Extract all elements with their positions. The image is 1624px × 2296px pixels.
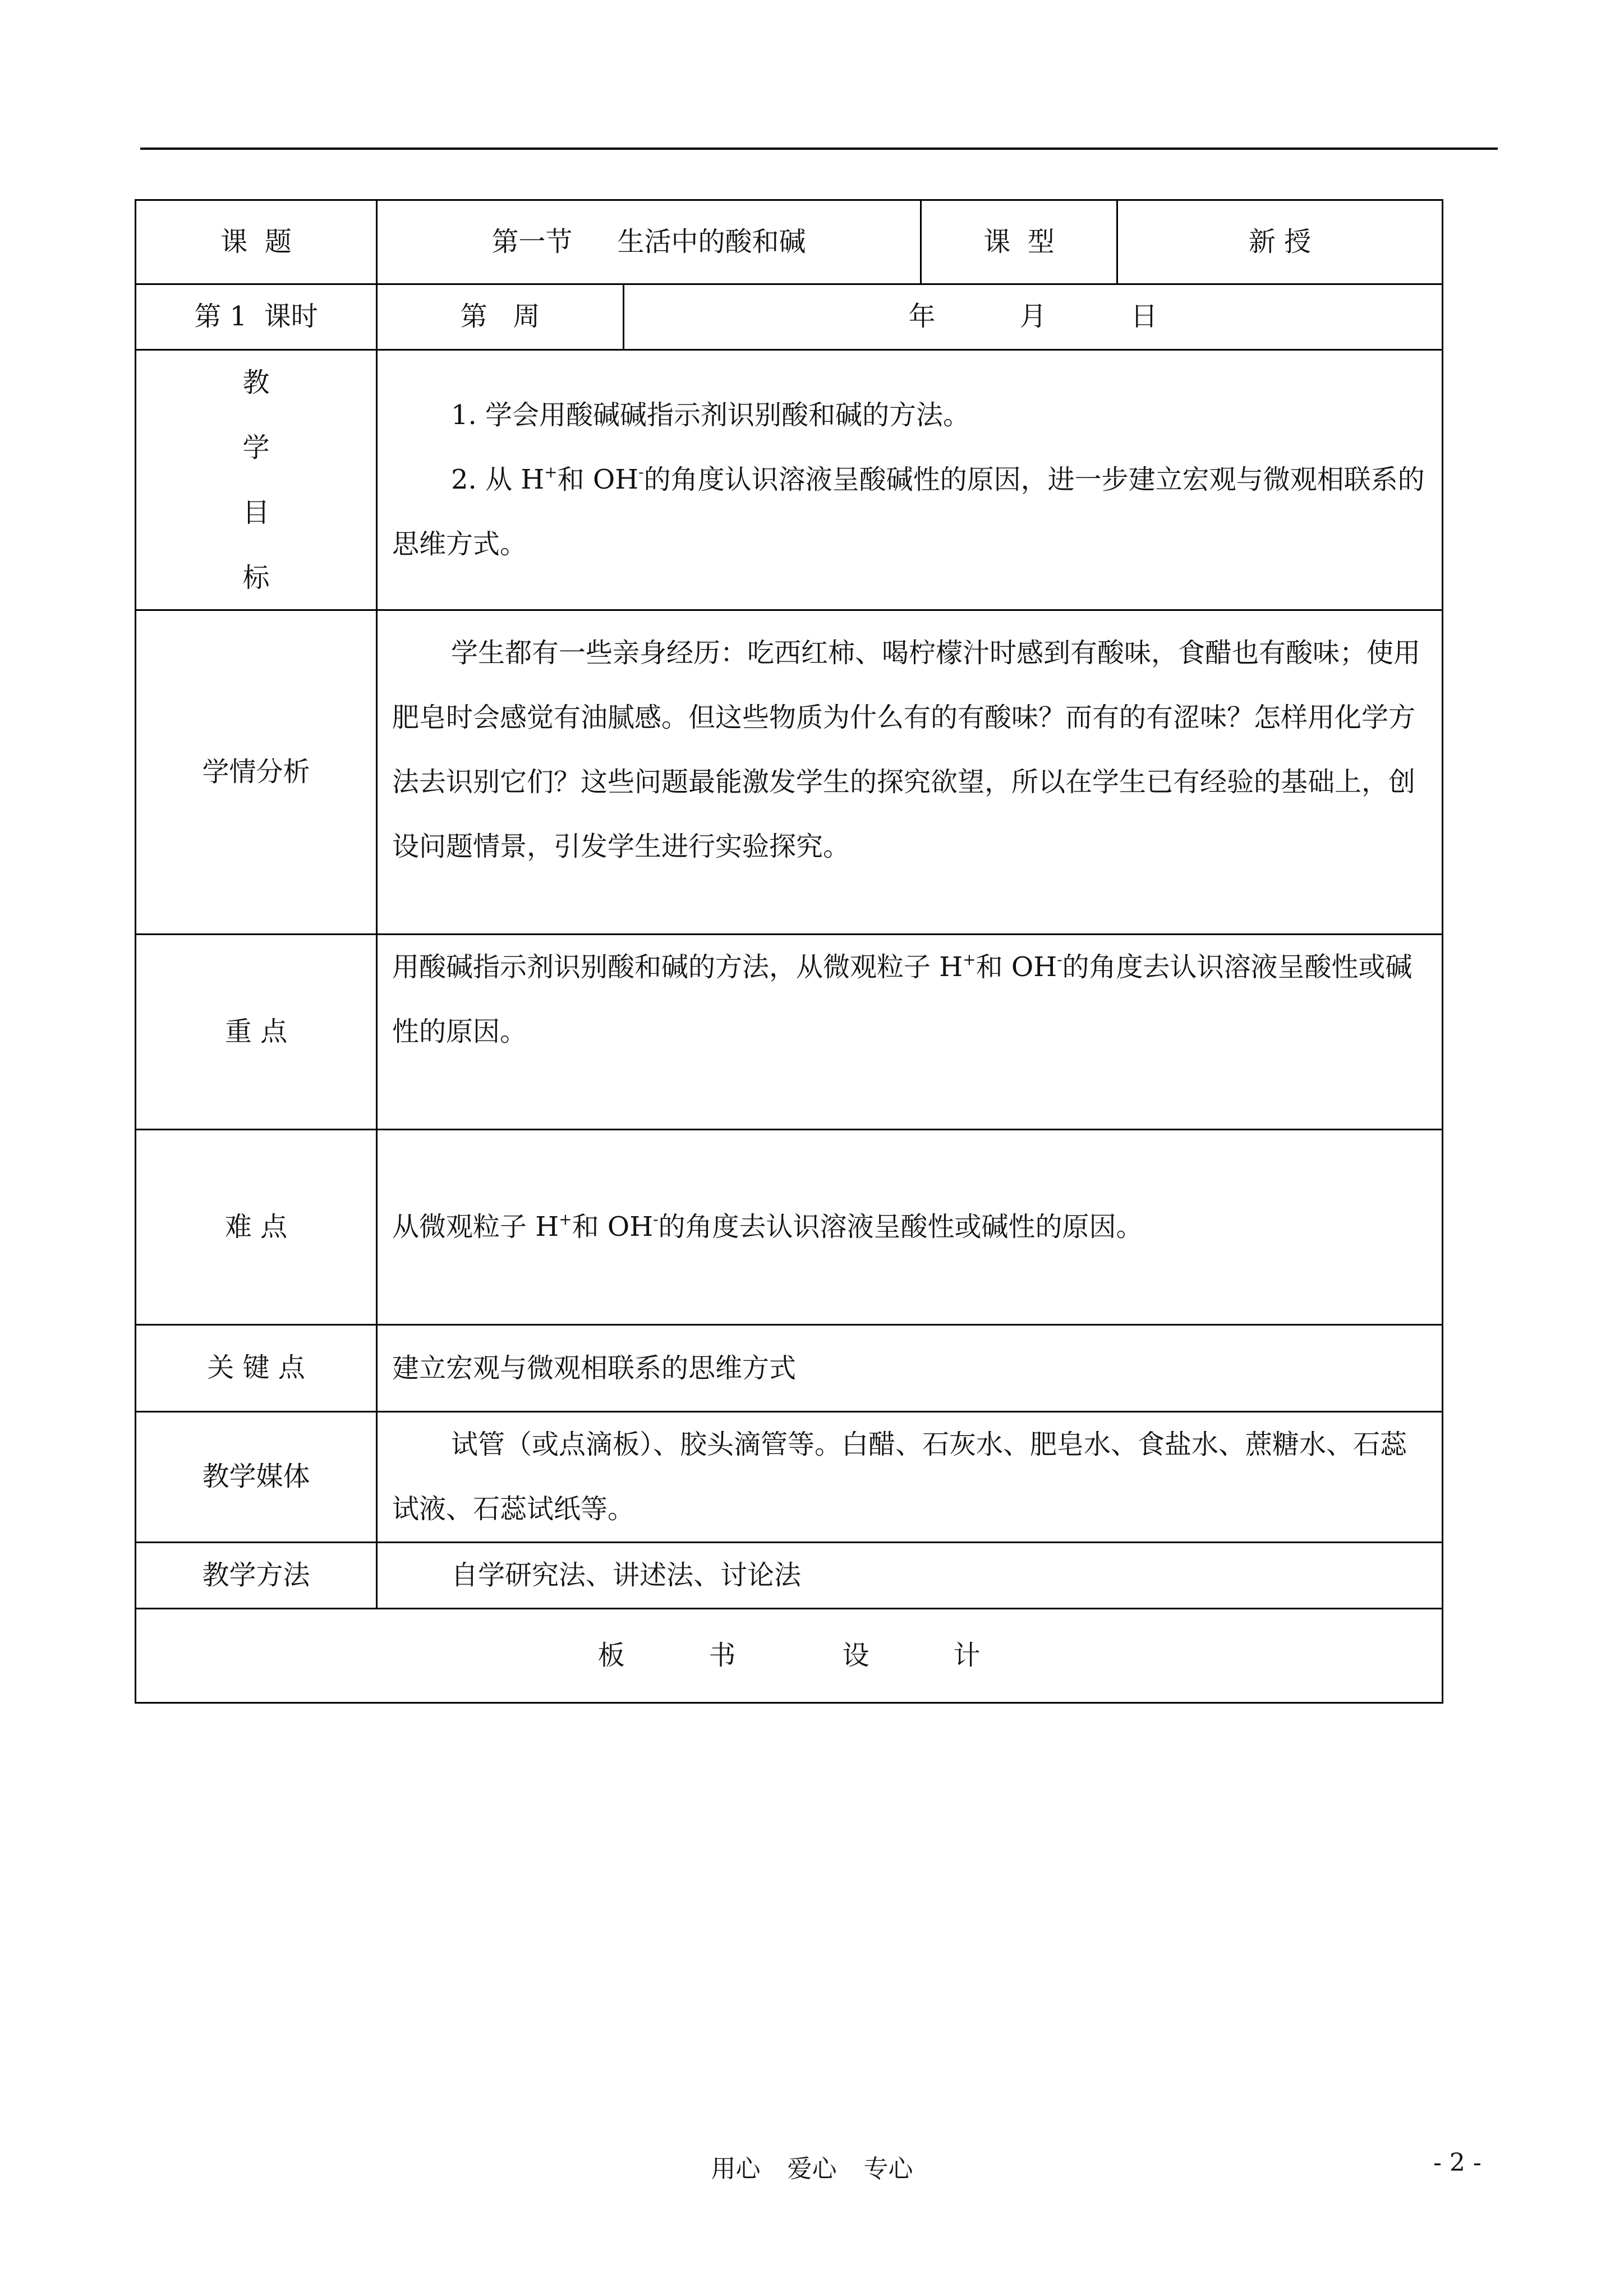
analysis-text: 学生都有一些亲身经历：吃西红柿、喝柠檬汁时感到有酸味，食醋也有酸味；使用肥皂时会感觉有油腻感。但这些物质为什么有的有酸味？而有的有涩味？怎样用化学方法去识别它们？这些问题最能激发学生的探究欲望，所以在学生已有经验的基础上，创设问题情景，引发学生进行实验探究。: [392, 637, 1421, 862]
key-point-text: 用酸碱指示剂识别酸和碱的方法，从微观粒子 H+和 OH-的角度去认识溶液呈酸性或碱性的原因。: [392, 950, 1413, 1047]
board-char-4: 计: [953, 1639, 981, 1671]
lesson-plan-table: [135, 199, 1443, 1704]
row-methods: [136, 1543, 1443, 1609]
media-text: 试管（或点滴板）、胶头滴管等。白醋、石灰水、肥皂水、食盐水、蔗糖水、石蕊试液、石蕊试纸等。: [392, 1429, 1407, 1525]
methods-content: [377, 1543, 1443, 1609]
row-key-point: [136, 935, 1443, 1130]
methods-label: 教学方法: [136, 1543, 377, 1609]
date-year: 年: [908, 301, 936, 333]
row-objectives: [136, 350, 1443, 610]
objectives-char-3: 目: [242, 496, 270, 528]
objective-item-1: 1. 学会用酸碱碱指示剂识别酸和碱的方法。: [451, 399, 970, 431]
date-day: 日: [1130, 301, 1158, 333]
topic-title: 生活中的酸和碱: [617, 226, 806, 257]
methods-text: 自学研究法、讲述法、讨论法: [451, 1559, 802, 1591]
period-label: 第 1 课时: [136, 284, 377, 350]
topic-section: 第一节: [491, 226, 573, 257]
page-number: - 2 -: [1433, 2148, 1482, 2177]
row-critical: [136, 1325, 1443, 1412]
critical-label: 关 键 点: [136, 1325, 377, 1412]
type-label: 课 型: [921, 200, 1117, 284]
row-period: [136, 284, 1443, 350]
objectives-label: [136, 350, 377, 610]
analysis-content: [377, 610, 1443, 935]
row-board-design: [136, 1609, 1443, 1703]
motto-1: 用心: [711, 2155, 761, 2183]
objective-item-2: 2. 从 H+和 OH-的角度认识溶液呈酸碱性的原因，进一步建立宏观与微观相联系的思维方式。: [392, 463, 1425, 560]
header-rule: [140, 148, 1498, 150]
motto-2: 爱心: [787, 2155, 837, 2183]
date-month: 月: [1019, 301, 1047, 333]
objectives-char-2: 学: [242, 431, 270, 463]
media-label: 教学媒体: [136, 1412, 377, 1543]
objectives-char-1: 教: [242, 366, 270, 398]
row-difficulty: [136, 1130, 1443, 1325]
row-media: [136, 1412, 1443, 1543]
media-content: [377, 1412, 1443, 1543]
critical-text: 建立宏观与微观相联系的思维方式: [392, 1352, 797, 1384]
board-char-1: 板: [597, 1639, 625, 1671]
board-char-2: 书: [709, 1639, 736, 1671]
board-char-3: 设: [842, 1639, 869, 1671]
week-label: 第 周: [377, 284, 624, 350]
type-value: 新 授: [1117, 200, 1443, 284]
row-topic: [136, 200, 1443, 284]
analysis-label: 学情分析: [136, 610, 377, 935]
difficulty-text: 从微观粒子 H+和 OH-的角度去认识溶液呈酸性或碱性的原因。: [392, 1210, 1143, 1243]
difficulty-content: [377, 1130, 1443, 1325]
board-design-heading: [136, 1609, 1443, 1703]
key-point-content: [377, 935, 1443, 1130]
motto-3: 专心: [863, 2155, 913, 2183]
topic-value: [377, 200, 921, 284]
critical-content: [377, 1325, 1443, 1412]
difficulty-label: 难 点: [136, 1130, 377, 1325]
objectives-char-4: 标: [242, 562, 270, 593]
footer-motto: [0, 2148, 1624, 2184]
topic-label: 课 题: [136, 200, 377, 284]
date-field: [624, 284, 1443, 350]
row-analysis: [136, 610, 1443, 935]
objectives-content: [377, 350, 1443, 610]
key-point-label: 重 点: [136, 935, 377, 1130]
